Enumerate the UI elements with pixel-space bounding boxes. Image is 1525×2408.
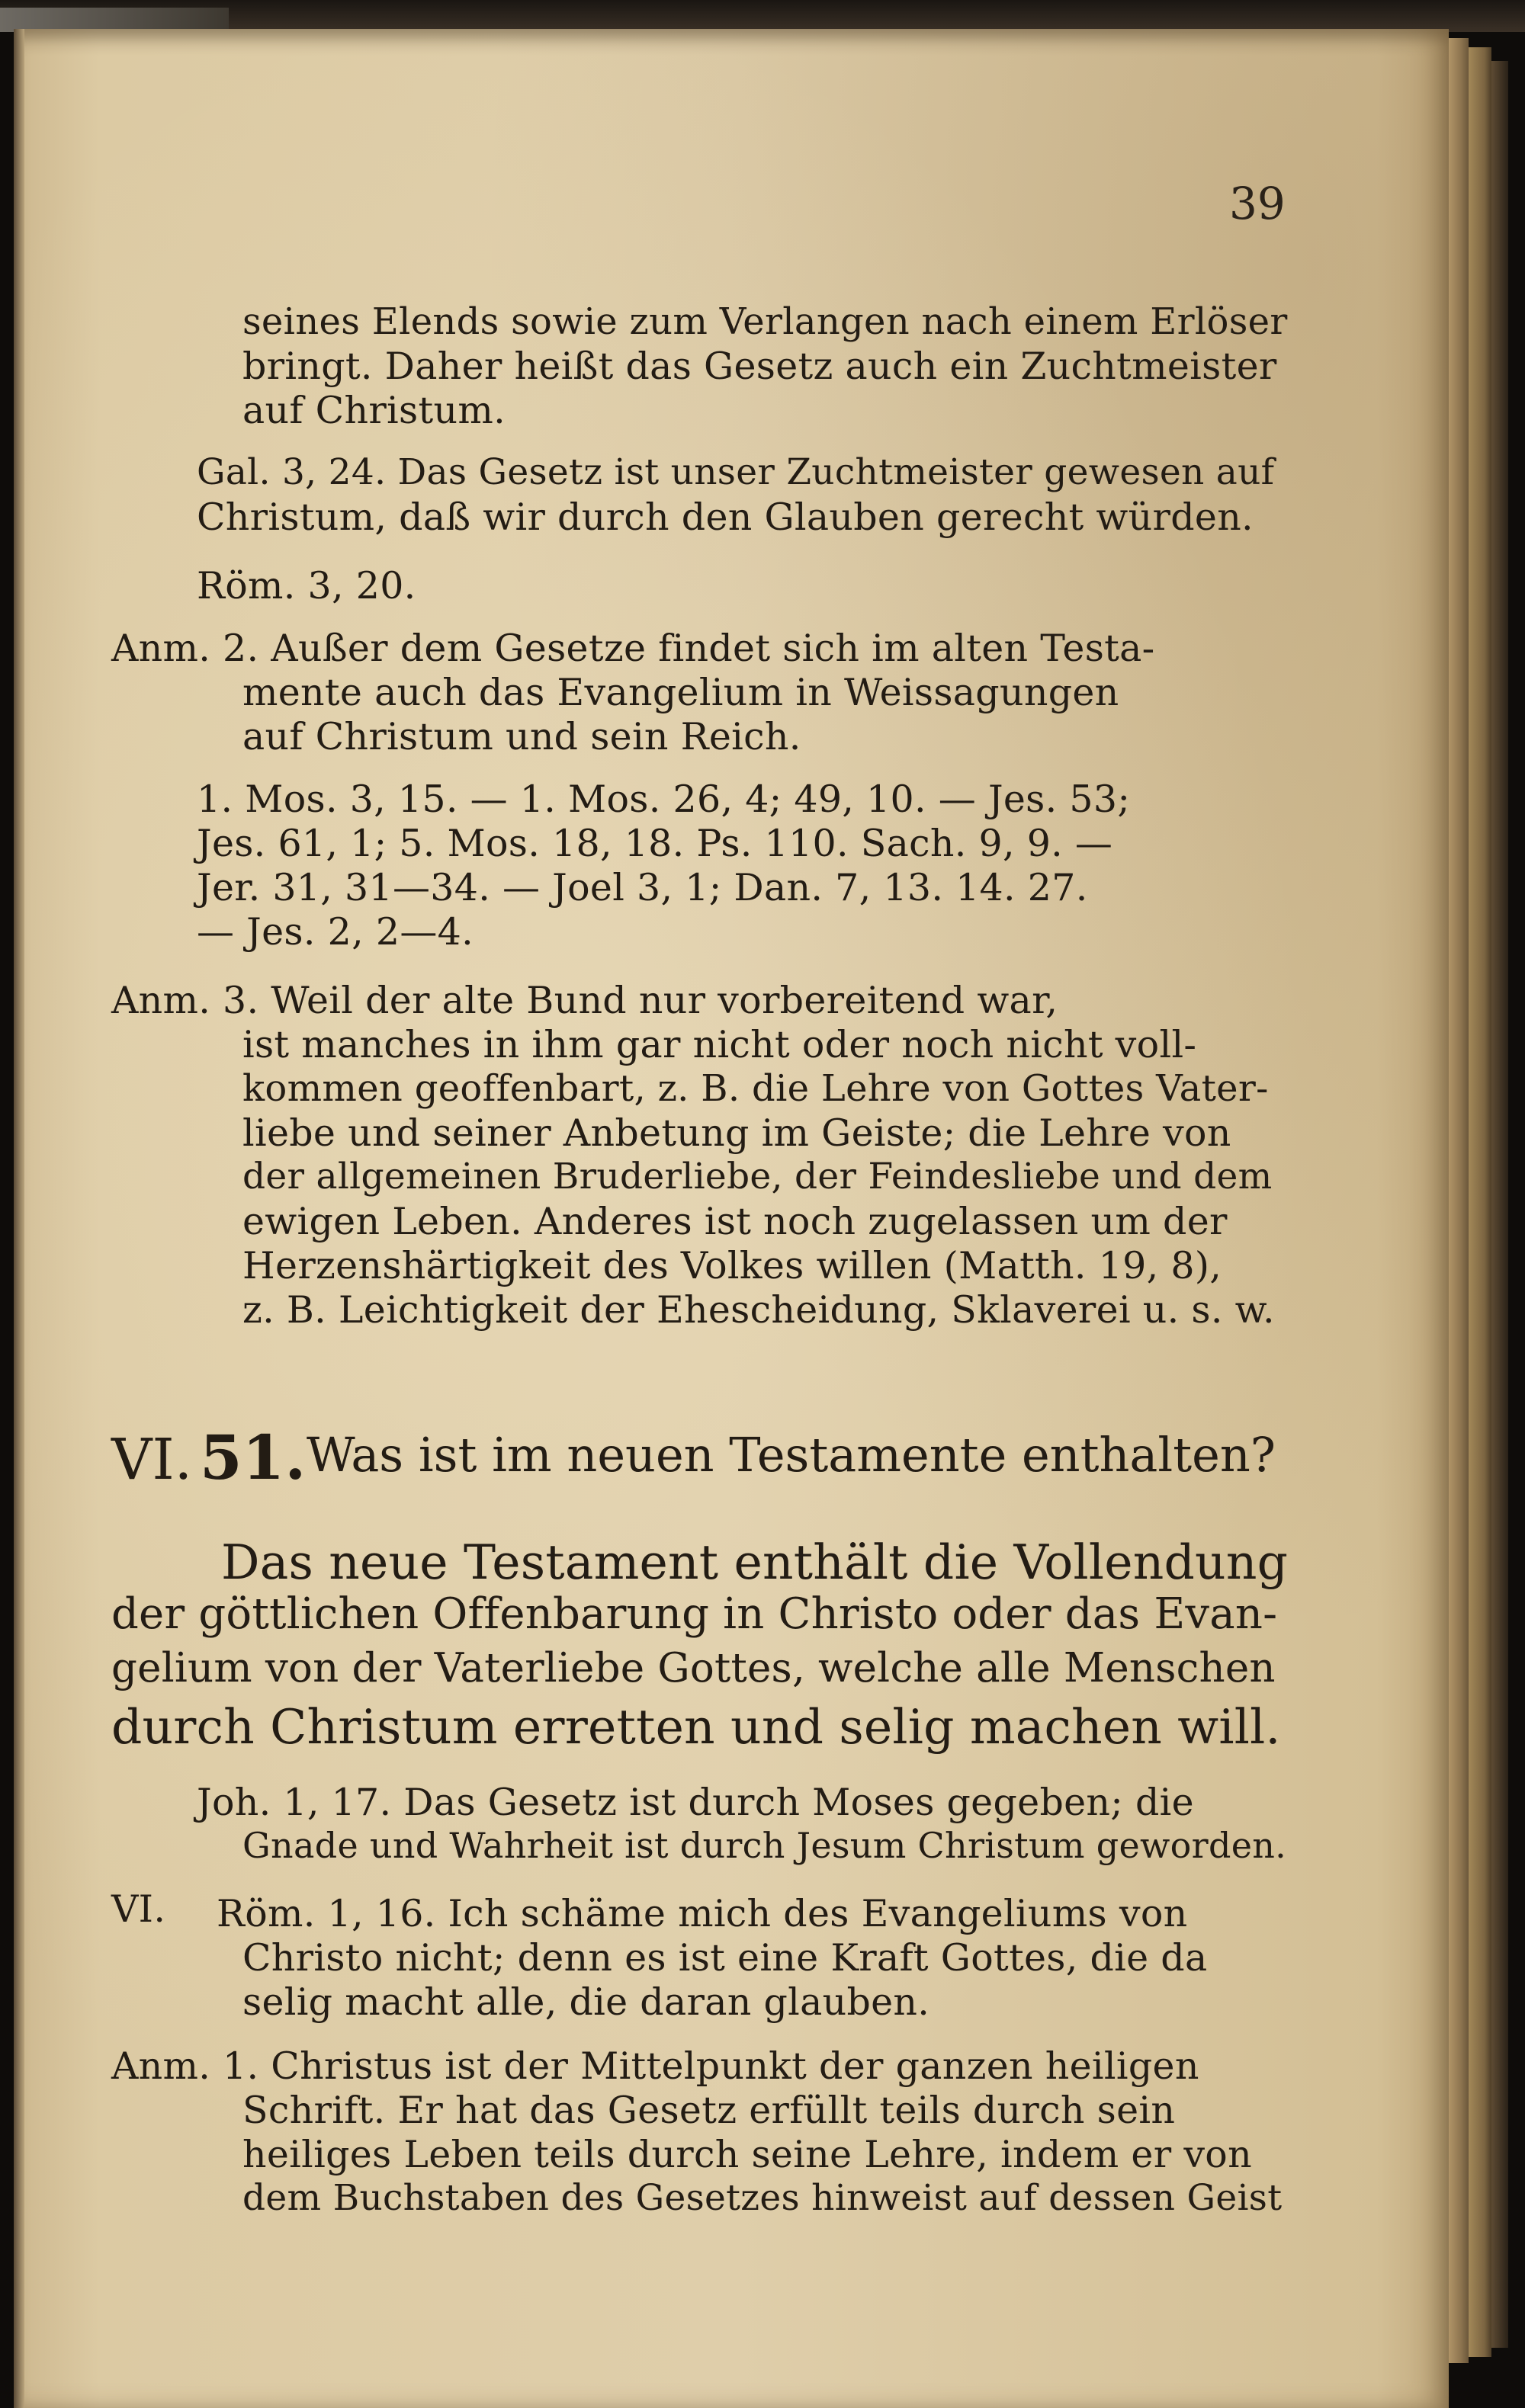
anm1-line-3: heiliges Leben teils durch seine Lehre, indem er von: [242, 2133, 1252, 2176]
page-number: 39: [1229, 178, 1286, 229]
binding-edge: [14, 29, 24, 2408]
refs2-line-2: Jes. 61, 1; 5. Mos. 18, 18. Ps. 110. Sach. 9, 9. —: [197, 822, 1113, 865]
anm1-line-4: dem Buchstaben des Gesetzes hinweist auf dessen Geist: [242, 2177, 1283, 2219]
anm3-line-2: ist manches in ihm gar nicht oder noch nicht voll-: [242, 1023, 1197, 1066]
anm3-line-8: z. B. Leichtigkeit der Ehescheidung, Sklaverei u. s. w.: [242, 1288, 1275, 1332]
rom116-line-3: selig macht alle, die daran glauben.: [242, 1980, 930, 2024]
anm1-line-2: Schrift. Er hat das Gesetz erfüllt teils durch sein: [242, 2089, 1176, 2132]
anm3-line-6: ewigen Leben. Anderes ist noch zugelassen um der: [242, 1200, 1228, 1243]
page-edge-stack-2: [1469, 47, 1491, 2357]
para1-line-1: seines Elends sowie zum Verlangen nach einem Erlöser: [242, 300, 1288, 343]
rom116-marker: VI.: [111, 1887, 166, 1931]
anm2-line-3: auf Christum und sein Reich.: [242, 715, 801, 758]
anm3-line-5: der allgemeinen Bruderliebe, der Feindesliebe und dem: [242, 1156, 1273, 1198]
question-text: Was ist im neuen Testamente enthalten?: [307, 1427, 1276, 1483]
answer-line-2: der göttlichen Offenbarung in Christo oder das Evan-: [111, 1589, 1278, 1639]
joh-line-2: Gnade und Wahrheit ist durch Jesum Christum geworden.: [242, 1825, 1287, 1866]
anm3-line-3: kommen geoffenbart, z. B. die Lehre von Gottes Vater-: [242, 1067, 1269, 1110]
anm3-line-7: Herzenshärtigkeit des Volkes willen (Matth. 19, 8),: [242, 1244, 1222, 1287]
page-edge-stack: [1449, 38, 1469, 2363]
refs2-line-1: 1. Mos. 3, 15. — 1. Mos. 26, 4; 49, 10. — Jes. 53;: [197, 778, 1131, 821]
cover-edge: [1491, 61, 1508, 2348]
answer-line-1: Das neue Testament enthält die Vollendung: [221, 1534, 1289, 1590]
joh-line-1: Joh. 1, 17. Das Gesetz ist durch Moses gegeben; die: [197, 1781, 1194, 1824]
para1-line-2: bringt. Daher heißt das Gesetz auch ein Zuchtmeister: [242, 345, 1277, 388]
anm3-line-4: liebe und seiner Anbetung im Geiste; die Lehre von: [242, 1111, 1231, 1155]
para1-line-3: auf Christum.: [242, 389, 506, 432]
scan-top-edge: [0, 0, 1525, 32]
rom116-line-2: Christo nicht; denn es ist eine Kraft Gottes, die da: [242, 1936, 1208, 1980]
anm2-line-2: mente auch das Evangelium in Weissagungen: [242, 671, 1119, 714]
refs2-line-3: Jer. 31, 31—34. — Joel 3, 1; Dan. 7, 13. 14. 27.: [197, 866, 1088, 909]
rom116-line-1: Röm. 1, 16. Ich schäme mich des Evangeliums von: [217, 1892, 1188, 1935]
question-number: 51.: [200, 1422, 307, 1493]
rom-ref: Röm. 3, 20.: [197, 564, 416, 608]
question-section: VI.: [111, 1427, 193, 1493]
answer-line-4: durch Christum erretten und selig machen will.: [111, 1699, 1281, 1755]
refs2-line-4: — Jes. 2, 2—4.: [197, 910, 474, 954]
anm1-line-1: Anm. 1. Christus ist der Mittelpunkt der ganzen heiligen: [111, 2044, 1199, 2088]
gal-line-1: Gal. 3, 24. Das Gesetz ist unser Zuchtmeister gewesen auf: [197, 451, 1275, 493]
anm3-line-1: Anm. 3. Weil der alte Bund nur vorbereitend war,: [111, 979, 1058, 1022]
gal-line-2: Christum, daß wir durch den Glauben gerecht würden.: [197, 495, 1254, 539]
anm2-line-1: Anm. 2. Außer dem Gesetze findet sich im alten Testa-: [111, 627, 1155, 670]
answer-line-3: gelium von der Vaterliebe Gottes, welche alle Menschen: [111, 1645, 1276, 1691]
